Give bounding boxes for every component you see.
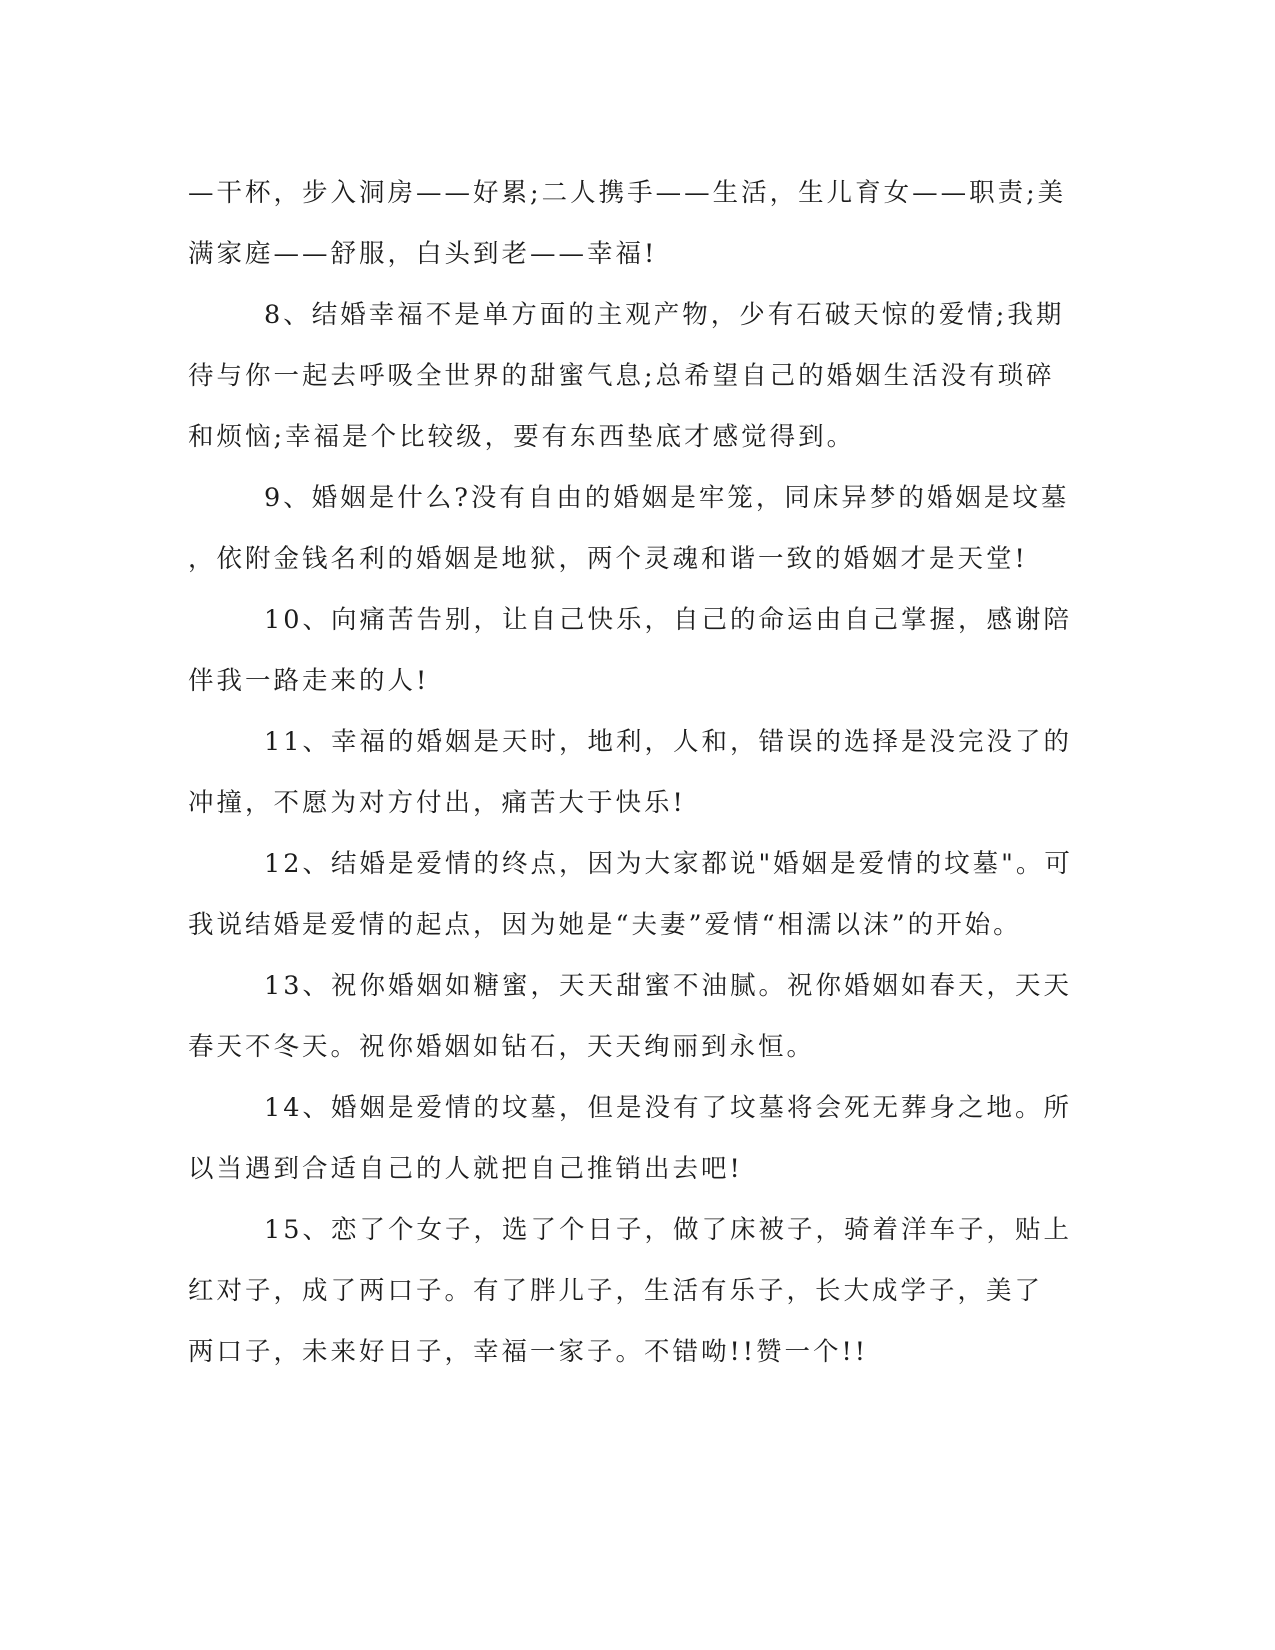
- text-line: 和烦恼;幸福是个比较级，要有东西垫底才感觉得到。: [188, 422, 856, 452]
- paragraph-item-15: [188, 1200, 1086, 1383]
- text-line: 冲撞，不愿为对方付出，痛苦大于快乐!: [188, 788, 686, 818]
- text-line: 14、婚姻是爱情的坟墓，但是没有了坟墓将会死无葬身之地。所: [264, 1093, 1072, 1123]
- paragraph-continuation: [188, 163, 1086, 285]
- text-line: 8、结婚幸福不是单方面的主观产物，少有石破天惊的爱情;我期: [264, 300, 1065, 330]
- text-line: 10、向痛苦告别，让自己快乐，自己的命运由自己掌握，感谢陪: [264, 605, 1072, 635]
- paragraph-item-13: [188, 956, 1086, 1078]
- text-line: —干杯，步入洞房——好累;二人携手——生活，生儿育女——职责;美: [188, 178, 1067, 208]
- text-line: ，依附金钱名利的婚姻是地狱，两个灵魂和谐一致的婚姻才是天堂!: [188, 544, 1028, 574]
- paragraph-item-10: [188, 590, 1086, 712]
- paragraph-item-9: [188, 468, 1086, 590]
- text-line: 以当遇到合适自己的人就把自己推销出去吧!: [188, 1154, 743, 1184]
- text-line: 满家庭——舒服，白头到老——幸福!: [188, 239, 658, 269]
- text-line: 待与你一起去呼吸全世界的甜蜜气息;总希望自己的婚姻生活没有琐碎: [188, 361, 1055, 391]
- text-line: 红对子，成了两口子。有了胖儿子，生活有乐子，长大成学子，美了: [188, 1276, 1044, 1306]
- text-line: 伴我一路走来的人!: [188, 666, 430, 696]
- paragraph-item-8: [188, 285, 1086, 468]
- paragraph-item-11: [188, 712, 1086, 834]
- paragraph-item-12: [188, 834, 1086, 956]
- text-line: 两口子，未来好日子，幸福一家子。不错呦!!赞一个!!: [188, 1337, 868, 1367]
- text-line: 15、恋了个女子，选了个日子，做了床被子，骑着洋车子，贴上: [264, 1215, 1072, 1245]
- text-line: 11、幸福的婚姻是天时，地利，人和，错误的选择是没完没了的: [264, 727, 1072, 757]
- text-line: 12、结婚是爱情的终点，因为大家都说"婚姻是爱情的坟墓"。可: [264, 849, 1073, 879]
- document-body: [188, 163, 1086, 1383]
- text-line: 13、祝你婚姻如糖蜜，天天甜蜜不油腻。祝你婚姻如春天，天天: [264, 971, 1072, 1001]
- text-line: 春天不冬天。祝你婚姻如钻石，天天绚丽到永恒。: [188, 1032, 816, 1062]
- paragraph-item-14: [188, 1078, 1086, 1200]
- text-line: 我说结婚是爱情的起点，因为她是“夫妻”爱情“相濡以沫”的开始。: [188, 910, 1022, 940]
- text-line: 9、婚姻是什么?没有自由的婚姻是牢笼，同床异梦的婚姻是坟墓: [264, 483, 1070, 513]
